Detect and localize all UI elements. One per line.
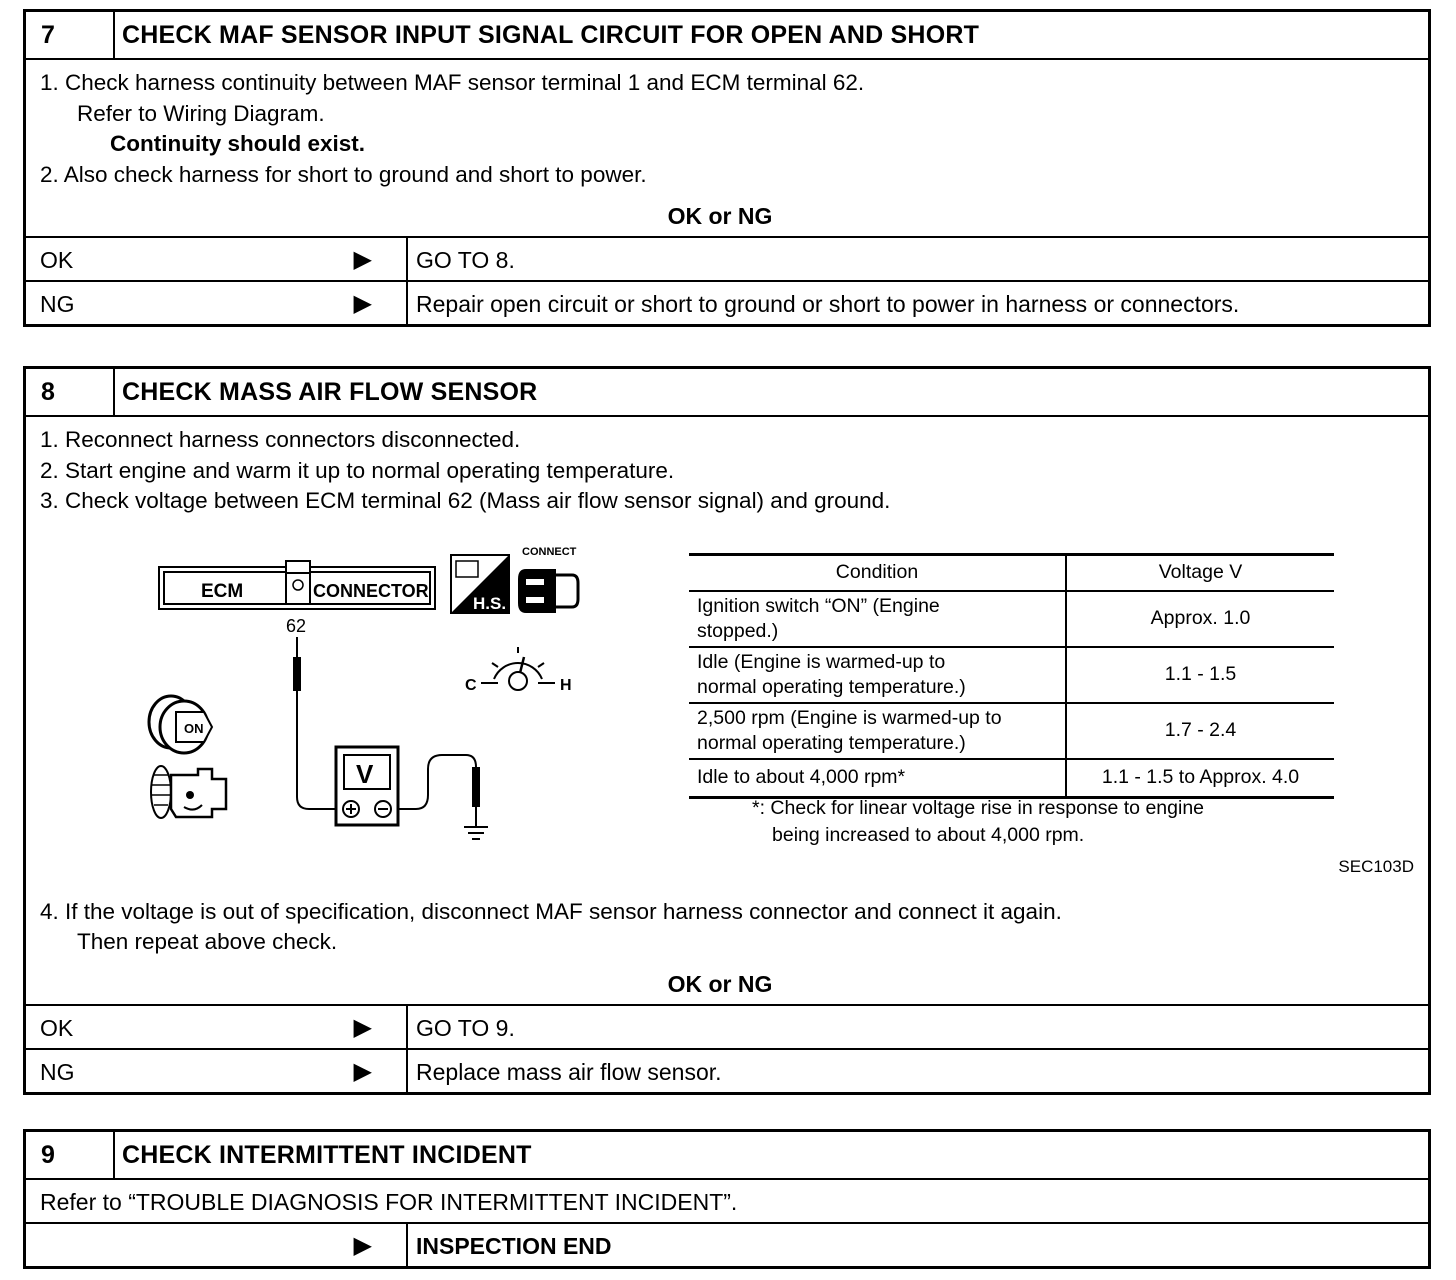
result-action: Replace mass air flow sensor. xyxy=(416,1058,722,1085)
condition-text: normal operating temperature.) xyxy=(697,731,966,754)
step-9-body xyxy=(26,1178,1428,1222)
result-action: Repair open circuit or short to ground or short to power in harness or connectors. xyxy=(416,291,1240,317)
column-header: Condition xyxy=(689,554,1066,591)
arrow-icon: ▶ xyxy=(353,1232,372,1259)
step-number: 8 xyxy=(26,369,115,415)
condition-text: normal operating temperature.) xyxy=(697,675,966,698)
step-8 xyxy=(23,366,1431,1095)
instruction: 1. Check harness continuity between MAF sensor terminal 1 and ECM terminal 62. xyxy=(40,70,865,95)
result-label: NG xyxy=(40,291,75,317)
ignition-key-icon xyxy=(149,696,212,753)
condition-text: Idle (Engine is warmed-up to xyxy=(697,650,946,673)
note-line: *: Check for linear voltage rise in response to engine xyxy=(752,796,1205,819)
table-note xyxy=(752,795,1204,849)
figure-id: SEC103D xyxy=(1338,856,1414,876)
instruction: 2. Start engine and warm it up to normal operating temperature. xyxy=(40,457,675,483)
voltage-check-figure xyxy=(26,517,1428,897)
step-title: CHECK MASS AIR FLOW SENSOR xyxy=(122,378,538,406)
step-9-header xyxy=(26,1132,1428,1178)
instruction: Refer to “TROUBLE DIAGNOSIS FOR INTERMITTENT INCIDENT”. xyxy=(40,1189,738,1215)
step-7 xyxy=(23,9,1431,327)
step-8-body xyxy=(26,415,1428,1004)
instruction: Refer to Wiring Diagram. xyxy=(77,100,325,126)
cold-label: C xyxy=(465,676,477,694)
step-8-header xyxy=(26,369,1428,415)
result-label: NG xyxy=(40,1058,75,1085)
on-label: ON xyxy=(184,720,204,736)
connect-label: CONNECT xyxy=(522,545,577,558)
condition-text: Idle to about 4,000 rpm* xyxy=(689,759,1066,798)
table-row xyxy=(689,647,1334,703)
ok-or-ng-heading: OK or NG xyxy=(667,970,773,997)
step-7-body xyxy=(26,58,1428,236)
spec-text: Continuity should exist. xyxy=(110,131,366,156)
meter-label: V xyxy=(356,758,374,789)
voltage-value: 1.1 - 1.5 xyxy=(1066,647,1334,703)
instruction: Then repeat above check. xyxy=(77,929,338,954)
note-line: being increased to about 4,000 rpm. xyxy=(772,823,1085,846)
voltage-spec-table xyxy=(689,553,1334,799)
connector-label: CONNECTOR xyxy=(313,580,429,601)
terminal-label: 62 xyxy=(286,615,307,636)
arrow-icon: ▶ xyxy=(353,1013,372,1041)
temperature-gauge-icon xyxy=(481,647,555,690)
step-9 xyxy=(23,1129,1431,1269)
ecm-label: ECM xyxy=(201,580,244,602)
voltage-value: 1.1 - 1.5 to Approx. 4.0 xyxy=(1066,759,1334,798)
wiring-illustration xyxy=(26,517,666,877)
condition-text: 2,500 rpm (Engine is warmed-up to xyxy=(697,706,1002,729)
hot-label: H xyxy=(560,676,572,694)
condition-text: Ignition switch “ON” (Engine xyxy=(697,594,940,617)
arrow-icon: ▶ xyxy=(353,246,372,273)
result-row-end xyxy=(26,1222,1428,1266)
result-action: INSPECTION END xyxy=(416,1233,612,1259)
arrow-icon: ▶ xyxy=(353,1057,372,1085)
result-row-ng xyxy=(26,1048,1428,1092)
voltage-value: 1.7 - 2.4 xyxy=(1066,703,1334,759)
step-number: 7 xyxy=(26,12,115,58)
instruction: 1. Reconnect harness connectors disconnected. xyxy=(40,427,521,452)
step-title: CHECK INTERMITTENT INCIDENT xyxy=(122,1141,532,1169)
result-row-ng xyxy=(26,280,1428,324)
table-row xyxy=(689,591,1334,647)
result-label: OK xyxy=(40,247,74,273)
result-action: GO TO 9. xyxy=(416,1014,515,1041)
result-label: OK xyxy=(40,1014,74,1041)
hs-label: H.S. xyxy=(473,593,507,613)
instruction: 2. Also check harness for short to ground and short to power. xyxy=(40,161,647,187)
arrow-icon: ▶ xyxy=(353,290,372,317)
connect-icon xyxy=(518,569,578,613)
table-row xyxy=(689,759,1334,798)
condition-text: stopped.) xyxy=(697,619,779,642)
column-header: Voltage V xyxy=(1066,554,1334,591)
result-row-ok xyxy=(26,1004,1428,1048)
step-title: CHECK MAF SENSOR INPUT SIGNAL CIRCUIT FOR OPEN AND SHORT xyxy=(122,21,980,49)
result-action: GO TO 8. xyxy=(416,247,515,273)
step-7-header xyxy=(26,12,1428,58)
voltage-value: Approx. 1.0 xyxy=(1066,591,1334,647)
instruction: 3. Check voltage between ECM terminal 62 (Mass air flow sensor signal) and ground. xyxy=(40,488,891,513)
engine-icon xyxy=(151,766,226,818)
ok-or-ng-heading: OK or NG xyxy=(667,203,773,229)
instruction: 4. If the voltage is out of specification, disconnect MAF sensor harness connector and connect it again. xyxy=(40,898,1062,924)
step-number: 9 xyxy=(26,1132,115,1178)
result-row-ok xyxy=(26,236,1428,280)
table-row xyxy=(689,703,1334,759)
